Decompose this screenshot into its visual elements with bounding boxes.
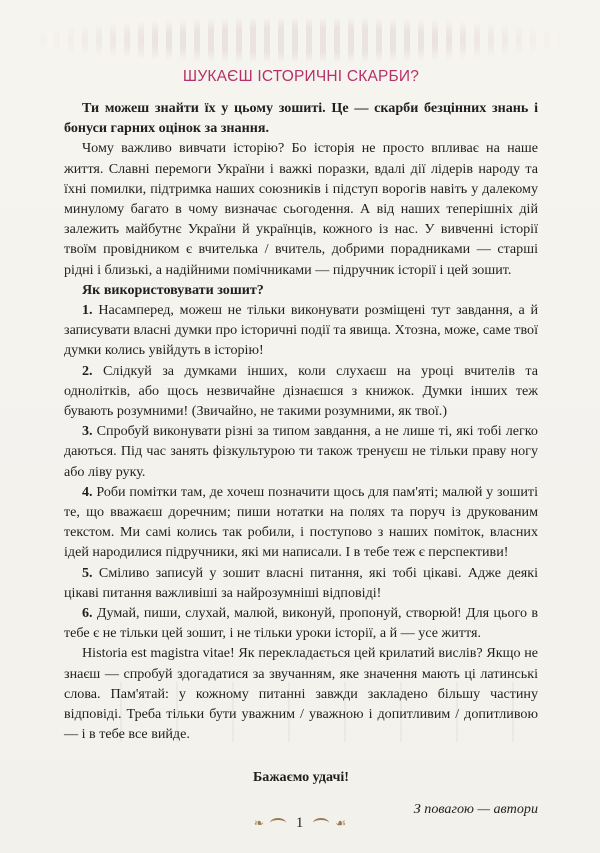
list-item xyxy=(64,563,538,603)
list-item xyxy=(64,482,538,563)
item-text: Спробуй виконувати різні за типом завдання, а не лише ті, які тобі легко даються. Під час занять фізкультурою ти також тренуєш не тільки праву ногу або ліву руку. xyxy=(64,423,538,480)
item-text: Сміливо записуй у зошит власні питання, які тобі цікаві. Адже деякі цікаві питання важливіші за найрозумніші відповіді! xyxy=(64,564,538,601)
ornament-curve-right-icon xyxy=(313,818,329,828)
signature: З повагою — автори xyxy=(413,800,538,817)
main-text xyxy=(64,68,538,819)
list-item xyxy=(64,603,538,643)
item-text: Роби помітки там, де хочеш позначити щось для пам'яті; малюй у зошиті те, що вважаєш доречним; пиши нотатки на полях та поруч із друкованим текстом. Ми самі колись так робили, і поступово з наших поміток, власних ідей народилися підручники, які ми написали. І в тебе теж є перспективи! xyxy=(64,483,538,561)
item-text: Слідкуй за думками інших, коли слухаєш на уроці вчителів та однолітків, або щось незвичайне дізнаєшся з книжок. Думки інших теж бувають розумними! (Звичайно, не такими розумними, як твої.) xyxy=(64,362,538,420)
item-number: 2. xyxy=(82,362,93,379)
page-title: ШУКАЄШ ІСТОРИЧНІ СКАРБИ? xyxy=(182,68,420,85)
item-number: 1. xyxy=(82,302,93,319)
how-to-use-heading: Як використовувати зошит? xyxy=(82,281,264,298)
ornament-curve-left-icon xyxy=(270,818,286,828)
page-footer xyxy=(0,808,600,838)
item-number: 5. xyxy=(82,564,93,581)
ornament-right-icon: ☙ xyxy=(335,815,347,830)
page-number-ornament xyxy=(254,815,346,832)
decorative-ornament-top xyxy=(40,18,560,62)
item-number: 4. xyxy=(82,483,93,500)
item-text: Думай, пиши, слухай, малюй, виконуй, пропонуй, створюй! Для цього в тебе є не тільки цей зошит, і не тільки уроки історії, а й — усе життя. xyxy=(64,605,538,642)
wish-line: Бажаємо удачі! xyxy=(252,768,350,785)
ornament-left-icon: ❧ xyxy=(253,815,264,830)
intro-bold-paragraph: Ти можеш знайти їх у цьому зошиті. Це — скарби безцінних знань і бонуси гарних оцінок за знання. xyxy=(64,100,538,137)
item-text: Насамперед, можеш не тільки виконувати розміщені тут завдання, а й записувати власні думки про історичні події та явища. Хтозна, може, саме твої думки колись увійдуть в історію! xyxy=(64,302,538,359)
latin-paragraph: Historia est magistra vitae! Як перекладається цей крилатий вислів? Якщо не знаєш — спробуй здогадатися за звучанням, яке значення мають ці латинські слова. Пам'ятай: у кожному питанні завжди закладено більшу частину відповіді. Треба тільки бути уважним / уважною і допитливим / допитливою — і в тебе все вийде. xyxy=(64,645,538,743)
list-item xyxy=(64,421,538,482)
list-item xyxy=(64,300,538,361)
list-item xyxy=(64,361,538,422)
item-number: 3. xyxy=(82,423,93,440)
item-number: 6. xyxy=(82,605,93,622)
paragraph-why-history: Чому важливо вивчати історію? Бо історія не просто впливає на наше життя. Славні перемоги України і важкі поразки, вдалі дії лідерів народу та їхні помилки, підтримка наших союзників і підступ ворогів навіть у далекому минулому багато в чому визначає сьогодення. А від наших теперішніх дій залежить майбутнє України й українців, кожного із нас. У вивченні історії твоїм провідником є вчителька / вчитель, добрими порадниками — старші рідні і близькі, а надійними помічниками — підручник історії і цей зошит. xyxy=(64,140,538,278)
page-number: 1 xyxy=(295,814,304,831)
